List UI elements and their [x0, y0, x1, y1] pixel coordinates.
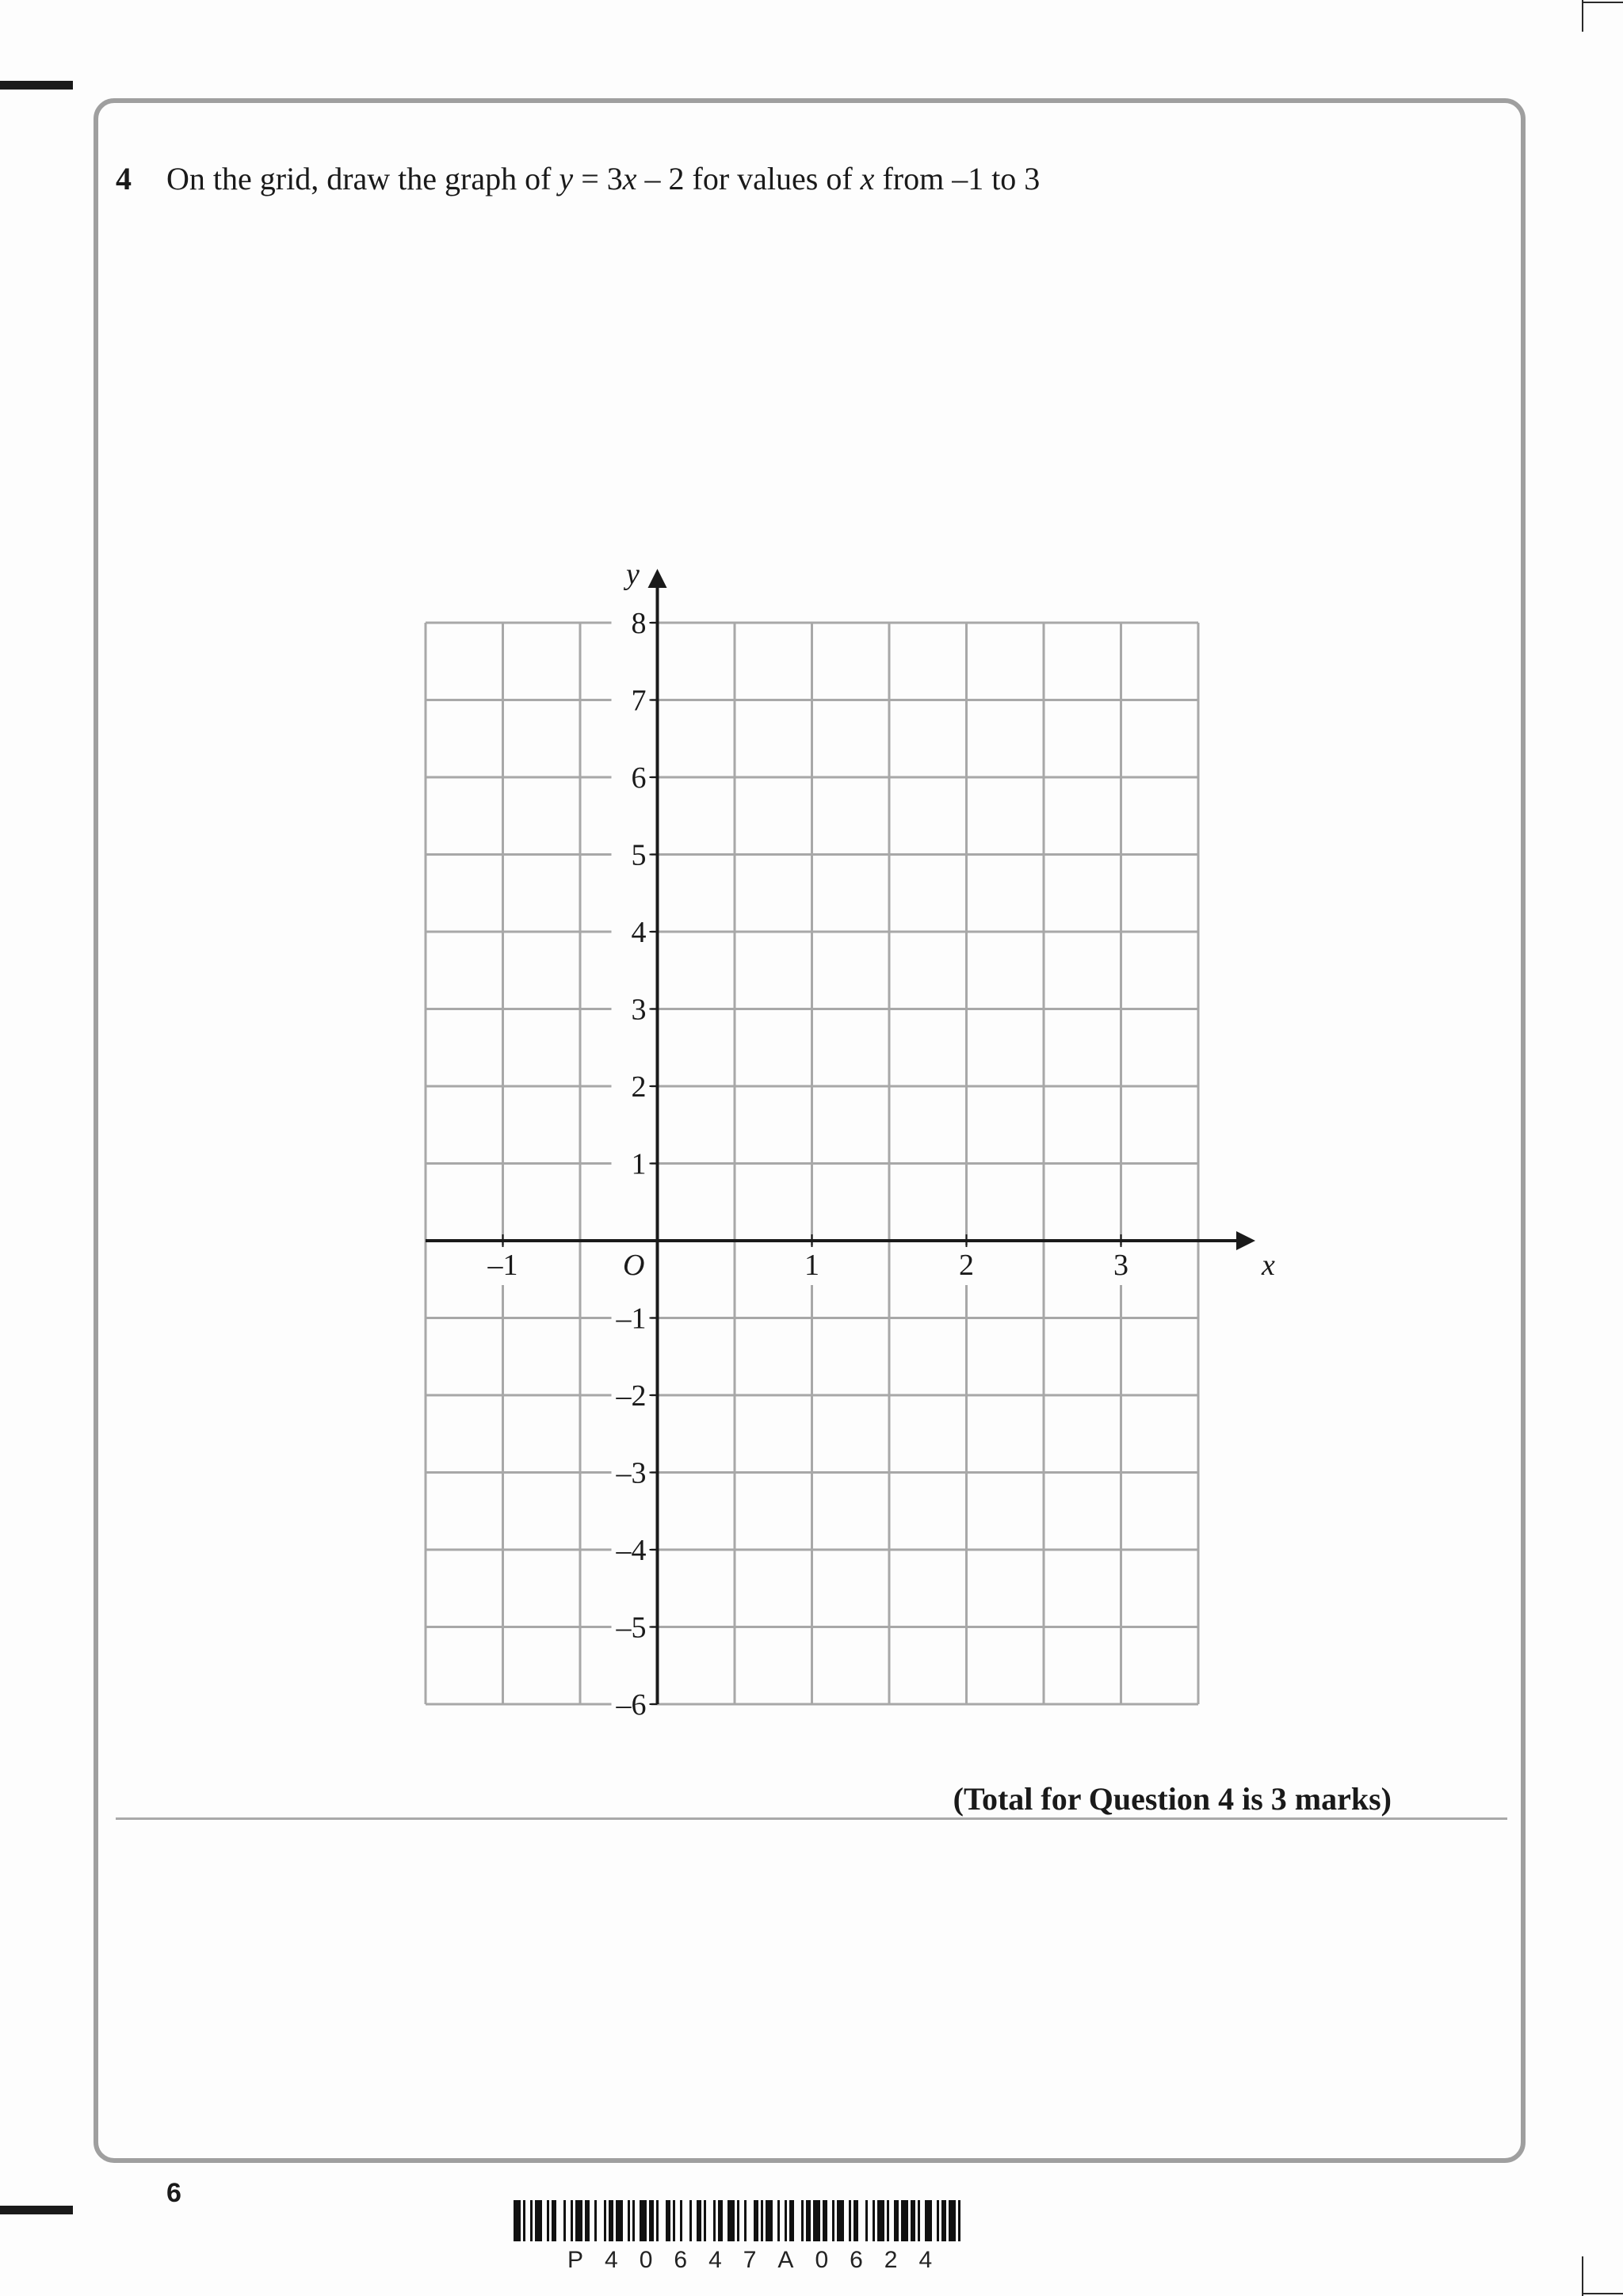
barcode-bar	[937, 2200, 939, 2241]
barcode-bar	[575, 2200, 582, 2241]
barcode-bar	[849, 2200, 851, 2241]
y-tick-label: 7	[631, 684, 647, 718]
barcode-bar	[877, 2200, 884, 2241]
barcode-bar	[571, 2200, 573, 2241]
x-tick-label: 1	[804, 1249, 819, 1282]
y-tick-label: 8	[631, 607, 647, 640]
barcode-bar	[761, 2200, 763, 2241]
barcode-bar	[789, 2200, 794, 2241]
barcode-bar	[754, 2200, 758, 2241]
barcode-bar	[887, 2200, 889, 2241]
barcode-bar	[801, 2200, 804, 2241]
y-tick-label: 5	[631, 838, 647, 872]
barcode-bar	[640, 2200, 647, 2241]
barcode-bar	[656, 2200, 659, 2241]
barcode-bar	[713, 2200, 716, 2241]
answer-rule	[116, 1817, 1507, 1820]
barcode-bar	[865, 2200, 868, 2241]
page-number: 6	[166, 2178, 181, 2208]
barcode-bar	[628, 2200, 630, 2241]
barcode-bar	[777, 2200, 780, 2241]
barcode-bar	[666, 2200, 670, 2241]
barcode-text: P40647A0624	[567, 2247, 954, 2273]
origin-label: O	[623, 1249, 645, 1282]
total-marks: (Total for Question 4 is 3 marks)	[953, 1781, 1392, 1817]
barcode-bar	[523, 2200, 525, 2241]
question-number: 4	[116, 161, 132, 196]
barcode-bar	[737, 2200, 739, 2241]
barcode-bar	[632, 2200, 635, 2241]
y-axis-arrow-icon	[648, 569, 667, 588]
barcode-bar	[609, 2200, 613, 2241]
barcode-bar	[854, 2200, 858, 2241]
barcode-bar	[563, 2200, 566, 2241]
barcode-bar	[673, 2200, 675, 2241]
y-tick-label: –5	[616, 1611, 647, 1645]
barcode-bar	[594, 2200, 597, 2241]
barcode-bar	[585, 2200, 590, 2241]
y-tick-label: 6	[631, 761, 647, 795]
question-text: 4 On the grid, draw the graph of y = 3x – 2 for values of x from –1 to 3	[116, 161, 1041, 196]
barcode-bar	[604, 2200, 606, 2241]
y-tick-label: 3	[631, 993, 647, 1027]
barcode-bar	[744, 2200, 747, 2241]
barcode-bar	[823, 2200, 827, 2241]
barcode-bar	[514, 2200, 521, 2241]
y-tick-label: –3	[616, 1456, 647, 1490]
y-tick-label: –6	[616, 1688, 647, 1722]
barcode-bar	[925, 2200, 932, 2241]
barcode-bar	[918, 2200, 920, 2241]
barcode-bar	[616, 2200, 623, 2241]
barcode-bar	[727, 2200, 735, 2241]
x-tick-label: 3	[1113, 1249, 1128, 1282]
y-tick-label: –2	[616, 1379, 647, 1413]
barcode-bar	[806, 2200, 811, 2241]
barcode-bar	[680, 2200, 682, 2241]
barcode-bar	[547, 2200, 549, 2241]
barcode-bar	[530, 2200, 533, 2241]
barcode-bar	[785, 2200, 787, 2241]
x-tick-label: –1	[487, 1249, 518, 1282]
barcode-bar	[911, 2200, 915, 2241]
barcode-bar	[837, 2200, 844, 2241]
y-tick-label: 2	[631, 1070, 647, 1104]
barcode	[514, 2200, 1103, 2241]
barcode-bar	[766, 2200, 773, 2241]
barcode-bar	[941, 2200, 946, 2241]
y-tick-label: 4	[631, 916, 647, 949]
barcode-bar	[697, 2200, 701, 2241]
barcode-bar	[958, 2200, 960, 2241]
barcode-bar	[704, 2200, 706, 2241]
barcode-bar	[832, 2200, 834, 2241]
barcode-bar	[552, 2200, 556, 2241]
barcode-bar	[718, 2200, 723, 2241]
barcode-bar	[813, 2200, 820, 2241]
x-tick-label: 2	[959, 1249, 974, 1282]
barcode-bar	[901, 2200, 908, 2241]
x-axis-arrow-icon	[1236, 1231, 1255, 1250]
barcode-bar	[949, 2200, 956, 2241]
barcode-bar	[689, 2200, 692, 2241]
barcode-bar	[649, 2200, 654, 2241]
barcode-bar	[894, 2200, 899, 2241]
barcode-bar	[873, 2200, 875, 2241]
y-tick-label: –1	[616, 1302, 647, 1336]
barcode-bar	[535, 2200, 542, 2241]
y-tick-label: 1	[631, 1147, 647, 1181]
x-axis-label: x	[1262, 1249, 1275, 1282]
y-tick-label: –4	[616, 1534, 647, 1567]
y-axis-label: y	[626, 558, 640, 591]
